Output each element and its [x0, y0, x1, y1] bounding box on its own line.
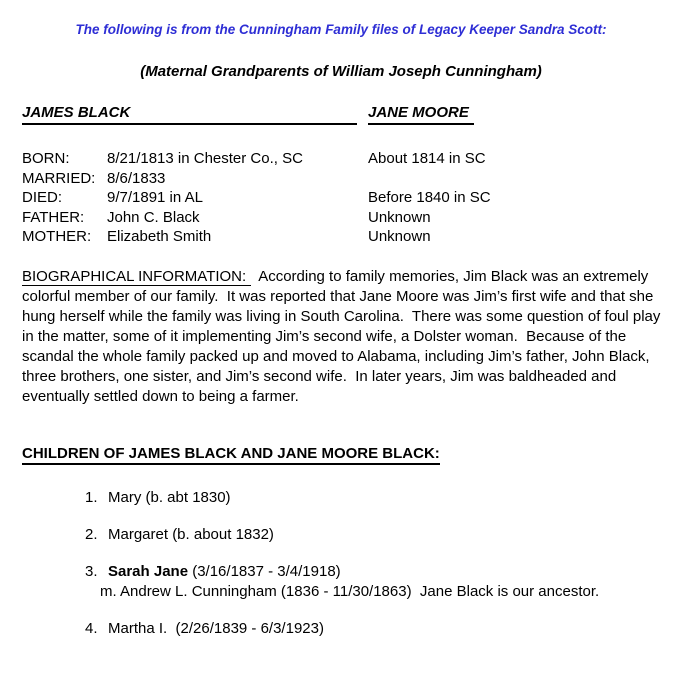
list-item-main [85, 562, 682, 582]
item-text: Martha I. (2/26/1839 - 6/3/1923) [108, 619, 324, 637]
children-list [85, 488, 682, 639]
facts-table [22, 149, 682, 247]
fact-label: DIED: [22, 189, 63, 206]
item-text-wrap [108, 525, 274, 545]
spouse-header-right: JANE MOORE [368, 104, 474, 125]
fact-row-mother [22, 227, 682, 247]
item-number: 1. [85, 488, 98, 506]
item-text: (3/16/1837 - 3/4/1918) [188, 562, 341, 580]
list-item-main [85, 619, 682, 639]
fact-row-father [22, 208, 682, 228]
biographical-label: BIOGRAPHICAL INFORMATION: [22, 268, 251, 286]
document-subtitle: (Maternal Grandparents of William Joseph Cunningham) [140, 63, 542, 80]
fact-value-right: Unknown [368, 228, 431, 245]
list-item [85, 488, 682, 508]
biographical-section [22, 267, 668, 407]
item-text-wrap [108, 488, 231, 508]
fact-row-died [22, 188, 682, 208]
spouse-header-left: JAMES BLACK [22, 104, 357, 125]
fact-label: FATHER: [22, 208, 85, 226]
fact-value-left: Elizabeth Smith [107, 228, 212, 245]
list-item [85, 619, 682, 639]
item-number: 2. [85, 525, 98, 543]
children-heading-wrap [22, 445, 682, 465]
item-number: 4. [85, 619, 98, 637]
fact-label: MARRIED: [22, 169, 96, 187]
item-sub-text: m. Andrew L. Cunningham (1836 - 11/30/1863) Jane Black is our ancestor. [100, 582, 600, 600]
biographical-text: According to family memories, Jim Black was an extremely colorful member of our family. It was reported that Jane Moore was Jim’s first wife and that she hung herself while the family was living in South Carolina. There was some question of foul play in the matter, some of it implementing Jim’s second wife, a Dolster woman. Because of the scandal the whole family packed up and moved to Alabama, including Jim’s father, John Black, three brothers, one sister, and Jim’s second wife. In later years, Jim was baldheaded and eventually settled down to being a farmer. [22, 267, 665, 405]
list-item-main [85, 488, 682, 508]
fact-value-right: Before 1840 in SC [368, 189, 491, 206]
item-text-wrap [108, 562, 341, 582]
children-heading: CHILDREN OF JAMES BLACK AND JANE MOORE BLACK: [22, 445, 440, 465]
list-item [85, 562, 682, 602]
fact-value-left: John C. Black [107, 208, 200, 226]
fact-value-left: 9/7/1891 in AL [107, 189, 203, 206]
list-item-main [85, 525, 682, 545]
document-note: The following is from the Cunningham Family files of Legacy Keeper Sandra Scott: [75, 22, 607, 37]
fact-row-married [22, 169, 682, 189]
fact-value-right [368, 169, 682, 189]
fact-value-left: 8/6/1833 [107, 169, 166, 187]
fact-value-left: 8/21/1813 in Chester Co., SC [107, 150, 303, 167]
fact-value-right: Unknown [368, 208, 431, 226]
list-item [85, 525, 682, 545]
item-text-wrap [108, 619, 324, 639]
fact-value-right: About 1814 in SC [368, 150, 486, 167]
fact-label: MOTHER: [22, 228, 92, 245]
item-number: 3. [85, 562, 98, 580]
item-text: Margaret (b. about 1832) [108, 525, 274, 543]
spouse-headers [22, 104, 682, 125]
item-name-bold: Sarah Jane [108, 562, 189, 580]
item-text: Mary (b. abt 1830) [108, 488, 231, 506]
fact-label: BORN: [22, 150, 70, 167]
fact-row-born [22, 149, 682, 169]
